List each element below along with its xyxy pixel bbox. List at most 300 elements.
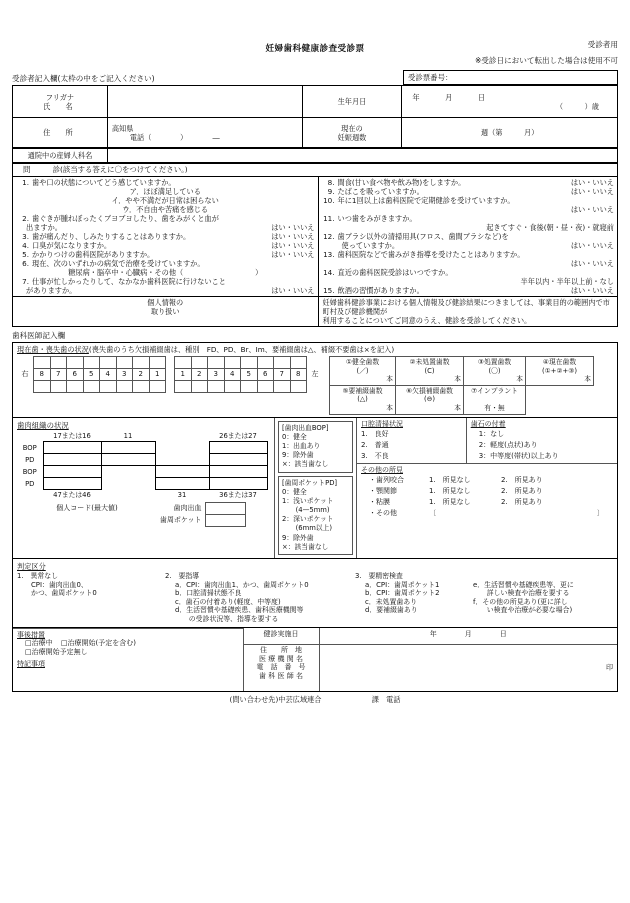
exam-date-label: 健診実施日: [243, 628, 319, 644]
table-row: [13, 627, 618, 691]
pregnancy-weeks-label: [302, 118, 402, 148]
judgement-col3-a-2[interactable]: c．未処置歯あり: [365, 597, 418, 606]
count-cell-4[interactable]: [526, 357, 594, 385]
pocket-input[interactable]: [205, 514, 245, 526]
tooth-number: 1: [175, 369, 192, 381]
q-answer[interactable]: はい・いいえ: [271, 285, 315, 295]
count-cell-3[interactable]: [464, 357, 526, 385]
tooth-cell[interactable]: [257, 357, 274, 369]
table-row: [17, 514, 245, 526]
other-findings-cell: [357, 463, 617, 519]
q-text: いつ歯をみがきますか。: [337, 213, 417, 223]
gum-blank-cell: [155, 442, 209, 454]
legend-bop-item-3: ×：該当歯なし: [282, 460, 329, 469]
tooth-cell[interactable]: [133, 380, 150, 392]
name-input[interactable]: [107, 86, 302, 118]
gum-section-cell: [13, 417, 618, 558]
page-title: 妊婦歯科健康診査受診票: [265, 44, 365, 54]
judgement-col2-line-2[interactable]: c．歯石の付着あり(軽度、中等度): [175, 597, 281, 606]
count-id: ⑦インプラント: [471, 386, 518, 395]
q-text: かかりつけの歯科医院がありますか。: [32, 249, 155, 259]
list-item[interactable]: [322, 250, 615, 268]
legend-pd-item-2: (4—5mm): [282, 506, 330, 515]
q-text: 仕事が忙しかったりして、なかなか歯科医院に行けないこと: [32, 276, 226, 286]
judgement-col3-a-0[interactable]: a．CPI：歯周ポケット1: [365, 580, 440, 589]
q-number: 14.: [323, 267, 335, 277]
count-cell-7[interactable]: [464, 385, 526, 414]
count-symbol: (C): [424, 366, 435, 375]
judgement-col2-line-0[interactable]: a．CPI：歯肉出血1、かつ、歯周ポケット0: [175, 580, 309, 589]
receipt-number-field[interactable]: 受診票番号：: [403, 70, 618, 85]
gum-row-label-2: BOP: [22, 467, 37, 476]
receiver-table: [12, 85, 618, 148]
q-text: たばこを吸っていますか。: [337, 186, 424, 196]
calculus-cell[interactable]: [466, 418, 617, 464]
calculus-opt-1[interactable]: 2：軽度(点状)あり: [478, 441, 538, 450]
gap: [166, 369, 175, 381]
q-text: 飲酒の習慣がありますか。: [337, 285, 424, 295]
gum-pos-bot-3: 36または37: [219, 491, 257, 500]
table-row: [13, 417, 618, 558]
q-text-cont: [16, 286, 315, 295]
gum-input[interactable]: [43, 454, 101, 466]
teeth-status-title-rest: (喪失歯のうち欠損補綴歯は、種別 FD、PD、Br、Im、要補綴歯は△、補綴不要歯は×を記入): [88, 345, 395, 355]
list-item[interactable]: [322, 286, 615, 295]
gum-pos-top-3: 26または27: [219, 431, 257, 440]
address-label: 住 所: [13, 118, 108, 148]
tooth-cell[interactable]: [191, 380, 208, 392]
gum-pos-top-1: 17または16: [53, 431, 91, 440]
q-answer[interactable]: はい・いいえ: [271, 231, 315, 241]
judgement-col2-line-1[interactable]: b．口腔清掃状態不良: [175, 589, 242, 598]
judgement-col-2[interactable]: [165, 572, 355, 624]
post-measures-title: 事後措置: [17, 630, 45, 639]
legend-bop-title: [歯肉出血BOP]: [282, 423, 329, 432]
oral-hygiene-opt-0[interactable]: 1. 良好: [361, 430, 389, 439]
table-row: [13, 296, 618, 326]
list-item[interactable]: [16, 214, 315, 232]
finding-label: ・歯列咬合: [369, 476, 404, 485]
q-number: 9.: [327, 186, 335, 196]
q-text: 歯ぐきが腫れぼったくブヨブヨしたり、歯をみがくと血が: [32, 213, 219, 223]
table-row: [17, 466, 267, 478]
oral-table: [357, 418, 617, 520]
gum-block: [13, 418, 275, 558]
gum-input[interactable]: [43, 442, 101, 454]
count-symbol: (⊖): [424, 395, 435, 404]
q-answer[interactable]: はい・いいえ: [271, 222, 315, 232]
tooth-cell[interactable]: [116, 380, 133, 392]
judgement-col1-head[interactable]: 1. 異常なし: [17, 571, 59, 580]
post-measures-cell: [13, 628, 243, 691]
judgement-col1-line-0: CPI：歯肉出血0、: [31, 580, 88, 589]
judgement-col3-group-b: [473, 581, 613, 616]
address-input[interactable]: [107, 118, 302, 148]
table-row: [330, 357, 594, 385]
q-option[interactable]: ア．ほぼ満足している: [129, 186, 201, 196]
birthdate-input[interactable]: [402, 86, 618, 118]
tooth-number: 4: [224, 369, 241, 381]
calculus-opt-2[interactable]: 3：中等度(帯状)以上あり: [478, 451, 559, 460]
judgement-col3-a-1[interactable]: b．CPI：歯周ポケット2: [365, 589, 440, 598]
judgement-col3-group-a: [355, 581, 473, 616]
q-answer[interactable]: はい・いいえ: [570, 285, 614, 295]
birthdate-value: 年 月 日: [412, 92, 487, 102]
gum-blank: [17, 431, 43, 442]
teeth-status-cell: [13, 343, 618, 417]
questionnaire-right-column: [318, 176, 618, 296]
gum-input[interactable]: [101, 442, 155, 454]
list-item[interactable]: [16, 241, 315, 250]
tooth-number: 8: [290, 369, 307, 381]
tooth-cell[interactable]: [191, 357, 208, 369]
q-answer[interactable]: はい・いいえ: [570, 177, 614, 187]
q-number: 5.: [22, 249, 29, 259]
q-option[interactable]: はい・いいえ: [570, 204, 614, 214]
right-side-label: 右: [21, 370, 29, 379]
pregnancy-weeks-input[interactable]: 週（第 月）: [402, 118, 618, 148]
q-text: 直近の歯科医院受診はいつですか。: [337, 267, 453, 277]
judgement-col-3[interactable]: [355, 572, 613, 624]
q-number: 2.: [22, 213, 29, 223]
tooth-cell[interactable]: [224, 357, 241, 369]
q-text2: 出ますか。: [26, 222, 62, 232]
q-option[interactable]: はい・いいえ: [570, 258, 614, 268]
judgement-col3-b-1: 詳しい検査や治療を要する: [473, 589, 570, 598]
notice-text: ※受診日において転出した場合は使用不可: [474, 56, 618, 65]
q-answer[interactable]: はい・いいえ: [570, 186, 614, 196]
judgement-col2-line-3[interactable]: d．生活習慣や基礎疾患、歯科医療機関等: [175, 606, 304, 615]
questionnaire-heading: 問 診(該当する答えに〇をつけてください。): [13, 164, 618, 176]
bleeding-input[interactable]: [205, 502, 245, 514]
teeth-status-title: [17, 345, 613, 354]
post-action-cell: [13, 627, 618, 691]
count-unit: 本: [454, 375, 461, 384]
judgement-col1-line-1: かつ、歯周ポケット0: [31, 589, 97, 598]
q-text: 年に1回以上は歯科医院で定期健診を受けていますか。: [337, 195, 515, 205]
q-text-cont: [16, 223, 315, 232]
calculus-opt-0[interactable]: 1：なし: [478, 430, 505, 439]
count-id: ①健全歯数: [345, 358, 380, 367]
table-row: [17, 431, 267, 442]
table-row: [17, 490, 267, 501]
table-row: [17, 502, 245, 514]
tooth-number: 7: [274, 369, 291, 381]
q-number: 12.: [323, 231, 335, 241]
table-row: [17, 454, 267, 466]
legend-bop-item-2: 9：除外歯: [282, 451, 314, 460]
count-unit: 本: [386, 375, 393, 384]
tooth-cell[interactable]: [175, 357, 192, 369]
count-unit: 本: [516, 375, 523, 384]
finding-row[interactable]: [361, 487, 613, 496]
finding-opt-2[interactable]: 2. 所見あり: [501, 476, 543, 485]
legend-pd-title: [歯周ポケットPD]: [282, 478, 338, 487]
tooth-number: 4: [100, 369, 117, 381]
teeth-status-title-main: 現在歯・喪失歯の状況: [17, 345, 89, 355]
list-item[interactable]: [322, 268, 615, 286]
exam-date-input[interactable]: 年 月 日: [319, 628, 617, 644]
q-answer[interactable]: はい・いいえ: [271, 240, 315, 250]
finding-opt-2[interactable]: 2. 所見あり: [501, 497, 543, 506]
privacy-text-cell: [318, 296, 618, 326]
tooth-cell[interactable]: [149, 380, 166, 392]
list-item[interactable]: [322, 187, 615, 196]
tooth-cell[interactable]: [83, 357, 100, 369]
q-text: 歯や口の状態についてどう感じていますか。: [32, 177, 176, 187]
left-side-label: 左: [311, 370, 319, 379]
table-row: [13, 628, 617, 644]
tooth-cell[interactable]: [224, 380, 241, 392]
finding-label: ・粘膜: [369, 497, 390, 506]
tooth-number: 2: [191, 369, 208, 381]
gum-input[interactable]: [209, 466, 267, 478]
ob-clinic-input[interactable]: [108, 149, 618, 163]
gum-input[interactable]: [101, 454, 155, 466]
institution-label-2: 電 話 番 号: [256, 663, 306, 672]
judgement-col2-line-4: の受診状況等、指導を要する: [175, 615, 279, 623]
tooth-cell[interactable]: [50, 380, 67, 392]
q-option[interactable]: 半年以内・半年以上前・なし: [520, 276, 614, 286]
oral-hygiene-opt-2[interactable]: 3. 不良: [361, 451, 389, 460]
finding-row[interactable]: [361, 476, 613, 485]
code-summary-table[interactable]: [17, 502, 246, 527]
q-text: 歯が痛んだり、しみたりすることはありますか。: [32, 231, 191, 241]
tooth-number: 6: [67, 369, 84, 381]
list-item[interactable]: [16, 232, 315, 241]
q-number: 15.: [323, 285, 335, 295]
q-number: 3.: [22, 231, 29, 241]
judgement-col3-b-2[interactable]: f．その他の所見あり(更に詳し: [473, 597, 568, 606]
tooth-number: 3: [116, 369, 133, 381]
special-notes-input[interactable]: [17, 669, 239, 689]
tooth-number: 1: [149, 369, 166, 381]
count-id: ⑥欠損補綴歯数: [406, 386, 453, 395]
institution-input[interactable]: [319, 644, 617, 690]
privacy-text-line2: 利用することについてご同意のうえ、健診を受診してください。: [322, 315, 532, 325]
question-list-left: [16, 178, 315, 295]
checkbox-no-plan[interactable]: □治療開始予定無し: [25, 648, 88, 657]
other-findings-title: その他の所見: [361, 465, 403, 474]
legend-block: [275, 418, 357, 558]
table-row: [17, 357, 323, 369]
count-cell-5[interactable]: [330, 385, 396, 414]
list-item[interactable]: [322, 232, 615, 250]
gum-row-label-0: BOP: [22, 443, 37, 452]
tooth-cell[interactable]: [149, 357, 166, 369]
tooth-cell[interactable]: [34, 357, 51, 369]
count-cell-2[interactable]: [396, 357, 464, 385]
gum-blank-cell: [101, 478, 155, 490]
phone-field[interactable]: 電話（ ） ―: [129, 132, 220, 142]
count-empty-cell: [526, 385, 594, 414]
count-symbol: (△): [357, 395, 368, 404]
list-item[interactable]: [322, 196, 615, 214]
questionnaire-left-column: [13, 176, 319, 296]
gum-blank-cell: [155, 454, 209, 466]
gum-input[interactable]: [155, 466, 209, 478]
gum-input[interactable]: [43, 478, 101, 490]
gum-grid[interactable]: [17, 431, 268, 501]
oral-hygiene-cell[interactable]: [357, 418, 466, 464]
list-item[interactable]: [322, 178, 615, 187]
finding-other-input[interactable]: 〔 〕: [429, 508, 604, 517]
q-option[interactable]: ウ．不自由や苦痛を感じる: [122, 204, 209, 214]
count-symbol: (〇): [488, 366, 501, 375]
tooth-cell[interactable]: [100, 357, 117, 369]
tooth-cell[interactable]: [208, 380, 225, 392]
list-item[interactable]: [16, 250, 315, 259]
gum-blank-4: [101, 490, 155, 501]
finding-row[interactable]: [361, 498, 613, 507]
table-row: [13, 118, 618, 148]
name-label-cell: [13, 86, 108, 118]
tooth-cell[interactable]: [34, 380, 51, 392]
finding-opt-1[interactable]: 1. 所見なし: [429, 487, 471, 496]
q-text-cont: [322, 241, 615, 250]
tooth-number: 6: [257, 369, 274, 381]
q-answer[interactable]: はい・いいえ: [570, 240, 614, 250]
finding-opt-2[interactable]: 2. 所見あり: [501, 487, 543, 496]
tooth-number: 2: [133, 369, 150, 381]
q-number: 8.: [327, 177, 335, 187]
special-notes-title: 特記事項: [17, 659, 45, 668]
dentist-table: [12, 342, 618, 691]
q-number: 6.: [22, 258, 29, 268]
questionnaire-table: [12, 163, 618, 326]
q-answer[interactable]: はい・いいえ: [271, 249, 315, 259]
oral-block: [357, 418, 617, 558]
q-number: 10.: [323, 195, 335, 205]
q-option[interactable]: 糖尿病・脳卒中・心臓病・その他（ ）: [68, 267, 263, 277]
list-item[interactable]: [16, 277, 315, 295]
pregnancy-weeks-label-line1: 現在の: [341, 123, 363, 133]
gum-input[interactable]: [209, 478, 267, 490]
tooth-cell[interactable]: [290, 357, 307, 369]
institution-label-3: 歯 科 医 師 名: [259, 672, 303, 681]
q-text: 現在、次のいずれかの病気で治療を受けていますか。: [32, 258, 205, 268]
tooth-cell[interactable]: [241, 357, 258, 369]
table-row: [330, 385, 594, 414]
tooth-cell[interactable]: [290, 380, 307, 392]
q-text: 歯科医院などで歯みがき指導を受けたことはありますか。: [337, 249, 525, 259]
gum-input[interactable]: [209, 454, 267, 466]
table-row: [13, 558, 618, 627]
gum-pos-bot-1: 47または46: [53, 491, 91, 500]
tooth-cell[interactable]: [274, 380, 291, 392]
tooth-cell[interactable]: [100, 380, 117, 392]
privacy-text-line1: 妊婦歯科健診事業における個人情報及び健診結果につきましては、事業目的の範囲内で市町村及び健診機関が: [322, 297, 610, 316]
question-list-right: [322, 178, 615, 295]
gum-input[interactable]: [209, 442, 267, 454]
judgement-col-1[interactable]: [17, 572, 165, 624]
pregnancy-weeks-label-line2: 妊娠週数: [337, 132, 367, 142]
count-cell-1[interactable]: [330, 357, 396, 385]
contact-info: (問い合わせ先)中芸広域連合 課 電話: [229, 694, 401, 704]
q-option[interactable]: イ．やや不満だが日常は困らない: [111, 195, 219, 205]
tooth-cell[interactable]: [241, 380, 258, 392]
for-whom-label: 受診者用: [587, 40, 618, 49]
tooth-cell[interactable]: [274, 357, 291, 369]
finding-row-other[interactable]: [361, 509, 613, 518]
legend-bop: [278, 421, 353, 473]
finding-opt-1[interactable]: 1. 所見なし: [429, 476, 471, 485]
judgement-col3-b-0[interactable]: e．生活習慣や基礎疾患等、更に: [473, 580, 574, 589]
table-row: [13, 86, 618, 118]
legend-pd-item-6: ×：該当歯なし: [282, 542, 329, 551]
tooth-cell[interactable]: [67, 380, 84, 392]
table-row: [357, 418, 617, 464]
institution-label-1: 医 療 機 関 名: [259, 654, 303, 663]
gap: [166, 380, 175, 392]
count-symbol: (①+②+③): [542, 366, 577, 375]
implant-options[interactable]: 有・無: [484, 404, 505, 413]
receiver-section-label: 受診者記入欄(太枠の中をご記入ください): [12, 74, 155, 83]
list-item[interactable]: [16, 178, 315, 214]
table-row: [13, 164, 618, 176]
furigana-label: フリガナ: [45, 92, 75, 102]
tooth-number: 5: [241, 369, 258, 381]
tooth-number: 8: [34, 369, 51, 381]
pocket-label: 歯周ポケット: [159, 515, 202, 524]
q-number: 13.: [323, 249, 335, 259]
q-text: 歯ブラシ以外の清掃用具(フロス、歯間ブラシなど)を: [337, 231, 509, 241]
oral-hygiene-title: 口腔清掃状況: [361, 419, 403, 428]
oral-hygiene-opt-1[interactable]: 2. 普通: [361, 441, 389, 450]
gum-input[interactable]: [43, 466, 101, 478]
q-option[interactable]: 起きてすぐ・食後(朝・昼・夜)・就寝前: [486, 222, 614, 232]
count-id: ④現在歯数: [542, 358, 577, 367]
gum-blank-cell: [101, 466, 155, 478]
tooth-count-table[interactable]: [329, 356, 594, 414]
list-item[interactable]: [16, 259, 315, 277]
tooth-cell[interactable]: [133, 357, 150, 369]
finding-other-label: ・その他: [369, 508, 397, 517]
tooth-cell[interactable]: [67, 357, 84, 369]
checkbox-treating[interactable]: □治療中: [25, 639, 53, 648]
checkbox-start-treatment[interactable]: □治療開始(予定を含む): [60, 639, 136, 648]
post-action-table: [13, 628, 617, 691]
finding-opt-1[interactable]: 1. 所見なし: [429, 497, 471, 506]
tooth-cell[interactable]: [50, 357, 67, 369]
judgement-col3-a-3[interactable]: d．要補綴歯あり: [365, 606, 418, 615]
gum-row-label-3: PD: [25, 479, 35, 488]
tooth-number: 5: [83, 369, 100, 381]
tooth-cell[interactable]: [175, 380, 192, 392]
tooth-cell[interactable]: [257, 380, 274, 392]
teeth-chart[interactable]: [17, 356, 323, 393]
count-id: ⑤要補綴歯数: [342, 386, 383, 395]
list-item[interactable]: [322, 214, 615, 232]
tooth-cell[interactable]: [83, 380, 100, 392]
count-cell-6[interactable]: [396, 385, 464, 414]
tooth-cell[interactable]: [116, 357, 133, 369]
judgement-col3-head[interactable]: 3. 要精密検査: [355, 571, 403, 580]
judgement-col2-head[interactable]: 2. 要指導: [165, 571, 200, 580]
gum-input[interactable]: [155, 478, 209, 490]
gap: [166, 357, 175, 369]
q-text2: がありますか。: [26, 285, 77, 295]
dentist-section-label: 歯科医師記入欄: [12, 330, 66, 340]
tooth-number: 7: [50, 369, 67, 381]
q-text: 間食(甘い食べ物や飲み物)をしますか。: [337, 177, 466, 187]
table-row: [17, 442, 267, 454]
table-row: [17, 380, 323, 392]
gum-title: 歯肉組織の状況: [17, 420, 69, 430]
table-row: [17, 478, 267, 490]
post-measures-options[interactable]: [17, 639, 239, 648]
tooth-cell[interactable]: [208, 357, 225, 369]
